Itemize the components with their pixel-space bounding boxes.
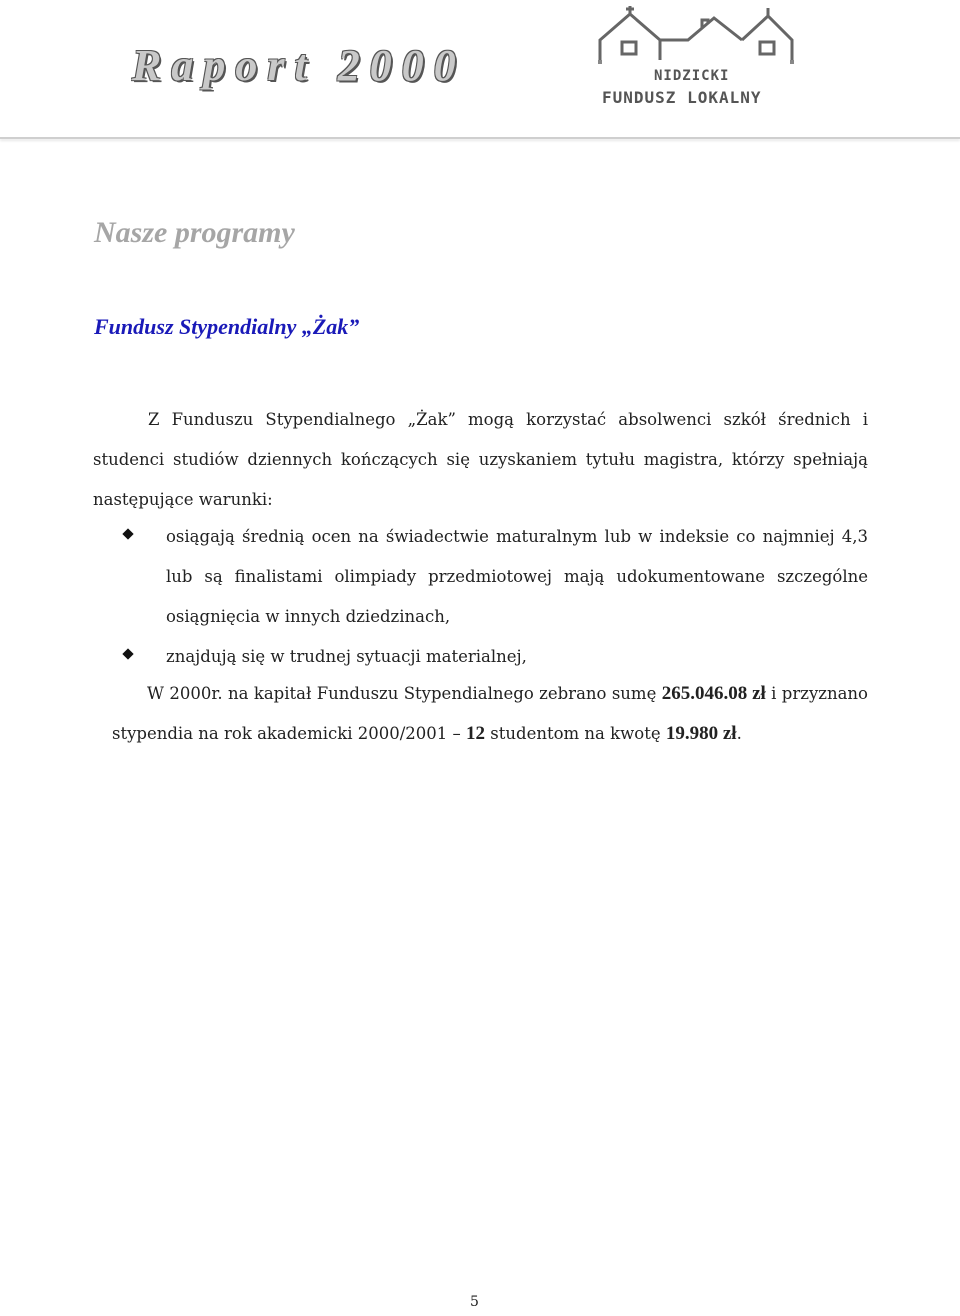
list-item [166,637,868,677]
page-number: 5 [470,1294,479,1310]
diamond-bullet-icon [122,648,133,659]
report-title: Raport 2000 [132,41,466,90]
list-item [166,517,868,637]
summary-text-4: . [736,724,742,743]
subsection-heading: Fundusz Stypendialny „Żak” [94,314,360,339]
amount-collected: 265.046.08 zł [661,683,766,704]
amount-awarded: 19.980 zł [665,723,737,744]
diamond-bullet-icon [122,528,133,539]
summary-text-2: i przyznano stypendia na rok akademicki 2000/2001 – [112,684,868,743]
logo-text-line1: NIDZICKI [654,68,730,84]
summary-text-1: W 2000r. na kapitał Funduszu Stypendialnego zebrano sumę [147,684,662,703]
intro-paragraph: Z Funduszu Stypendialnego „Żak” mogą korzystać absolwenci szkół średnich i studenci studiów dziennych kończących się uzyskaniem tytułu magistra, którzy spełniają następujące warunki: [93,410,868,509]
summary-paragraph [112,674,868,754]
header-divider [0,137,960,139]
nfl-logo [592,4,796,108]
condition-text: osiągają średnią ocen na świadectwie maturalnym lub w indeksie co najmniej 4,3 lub są finalistami olimpiady przedmiotowej mają udokumentowane szczególne osiągnięcia w innych dziedzinach, [166,527,868,626]
summary-text-3: studentom na kwotę [485,724,666,743]
condition-text: znajdują się w trudnej sytuacji materialnej, [166,647,527,666]
conditions-list [0,517,868,677]
logo-text-line2: FUNDUSZ LOKALNY [602,88,762,107]
page-header [0,0,960,145]
section-heading: Nasze programy [94,216,295,249]
student-count: 12 [466,723,486,744]
